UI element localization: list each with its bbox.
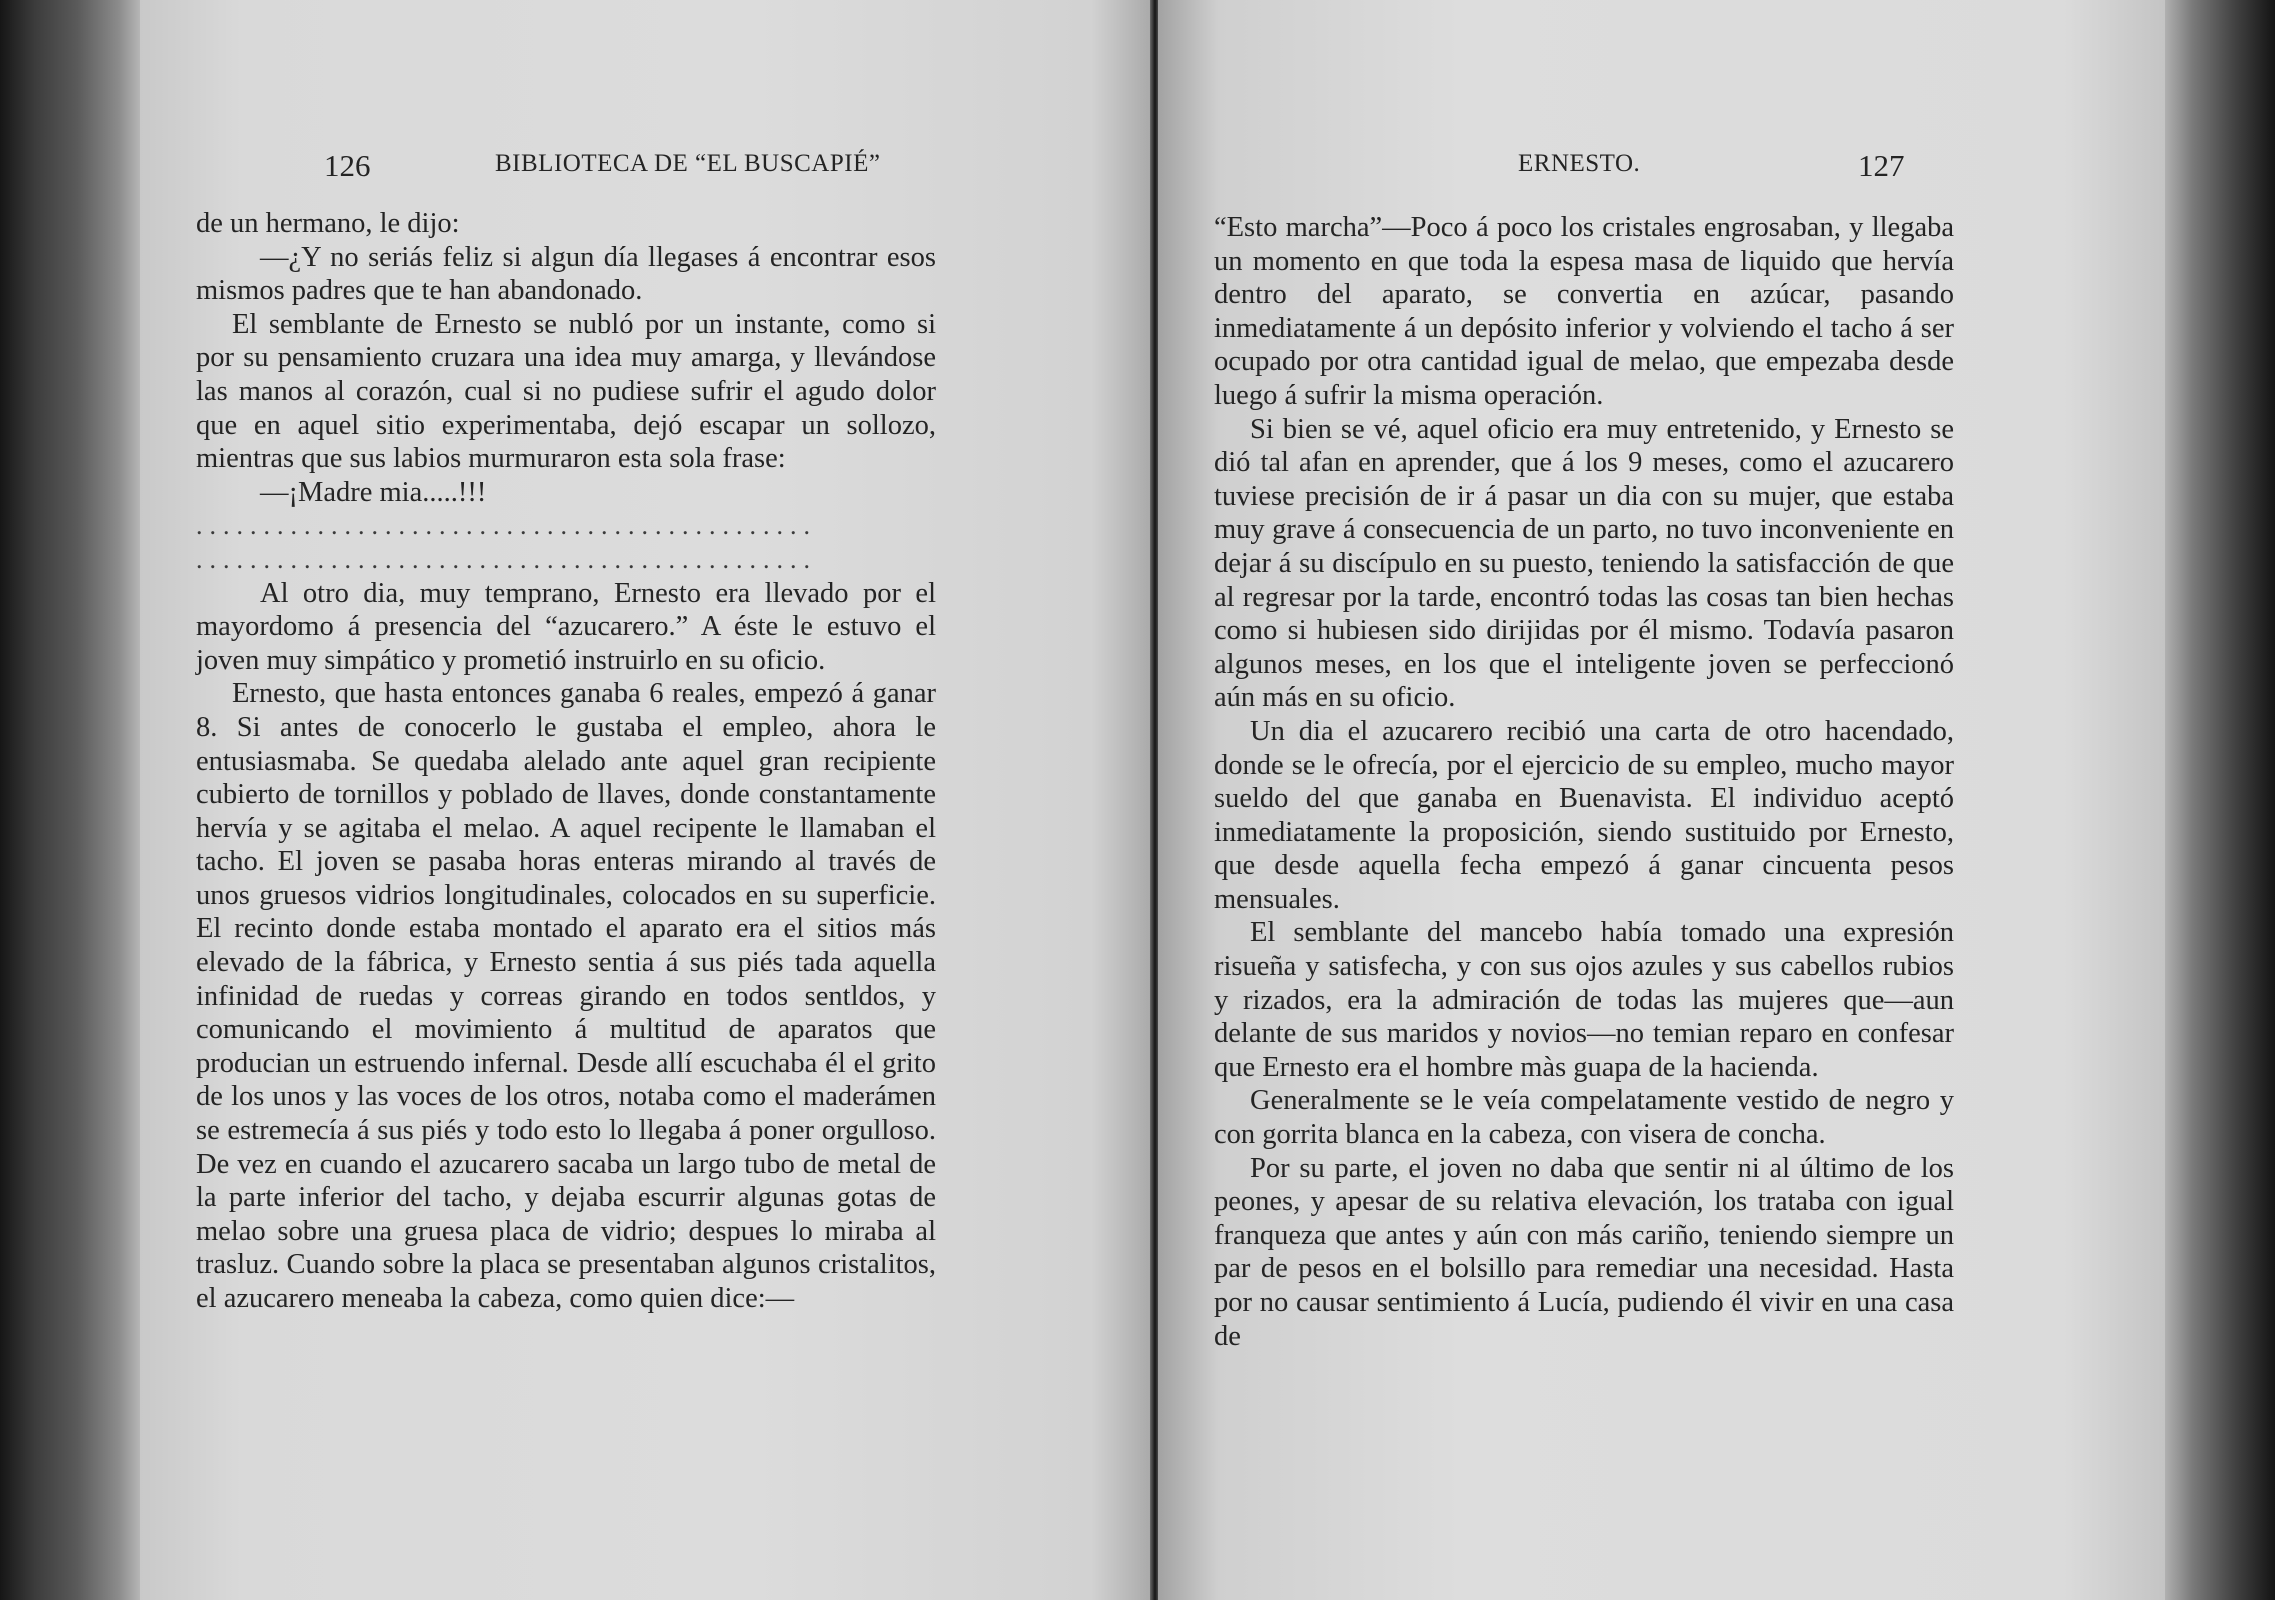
right-paragraph-2: Si bien se vé, aquel oficio era muy entretenido, y Ernesto se dió tal afan en aprender, que á los 9 meses, como el azucarero tuviese precisión de ir á pasar un dia con su mujer, que estaba muy grave á consecuencia de un parto, no tuvo inconveniente en dejar á su discípulo en su puesto, teniendo la satisfacción de que al regresar por la tarde, encontró todas las cosas tan bien hechas como si hubiesen sido dirijidas por él mismo. Todavía pasaron algunos meses, en los que el inteligente joven se perfeccionó aún más en su oficio. xyxy=(1214,413,1954,714)
left-paragraph-2: —¿Y no seriás feliz si algun día llegases á encontrar esos mismos padres que te han abandonado. xyxy=(196,241,936,307)
right-running-head: ERNESTO. xyxy=(1518,150,1641,177)
left-paragraph-1: de un hermano, le dijo: xyxy=(196,208,460,239)
left-running-head: BIBLIOTECA DE “EL BUSCAPIÉ” xyxy=(495,150,881,177)
left-page xyxy=(140,0,1152,1600)
dotted-separator-2: .............................................. xyxy=(196,544,817,574)
left-paragraph-3: El semblante de Ernesto se nubló por un instante, como si por su pensamiento cruzara una idea muy amarga, y llevándose las manos al corazón, cual si no pudiese sufrir el agudo dolor que en aquel sitio experimentaba, dejó escapar un sollozo, mientras que sus labios murmuraron esta sola frase: xyxy=(196,308,936,475)
right-page-body xyxy=(1214,211,1954,1353)
right-paragraph-1: “Esto marcha”—Poco á poco los cristales engrosaban, y llegaba un momento en que toda la espesa masa de liquido que hervía dentro del aparato, se convertia en azúcar, pasando inmediatamente á un depósito inferior y volviendo el tacho á ser ocupado por otra cantidad igual de melao, que empezaba desde luego á sufrir la misma operación. xyxy=(1214,212,1954,411)
right-paragraph-6: Por su parte, el joven no daba que sentir ni al último de los peones, y apesar de su relativa elevación, los trataba con igual franqueza que antes y aún con más cariño, teniendo siempre un par de pesos en el bolsillo para remediar una necesidad. Hasta por no causar sentimiento á Lucía, pudiendo él vivir en una casa de xyxy=(1214,1152,1954,1352)
right-paragraph-4: El semblante del mancebo había tomado una expresión risueña y satisfecha, y con sus ojos azules y sus cabellos rubios y rizados, era la admiración de todas las mujeres que—aun delante de sus maridos y novios—no temian reparo en confesar que Ernesto era el hombre màs guapa de la hacienda. xyxy=(1214,917,1954,1083)
right-page xyxy=(1158,0,2165,1600)
right-paragraph-5: Generalmente se le veía compelatamente vestido de negro y con gorrita blanca en la cabeza, con visera de concha. xyxy=(1214,1085,1954,1151)
book-binding-left xyxy=(0,0,140,1600)
right-paragraph-3: Un dia el azucarero recibió una carta de otro hacendado, donde se le ofrecía, por el ejercicio de su empleo, mucho mayor sueldo del que ganaba en Buenavista. El individuo aceptó inmediatamente la proposición, siendo sustituido por Ernesto, que desde aquella fecha empezó á ganar cincuenta pesos mensuales. xyxy=(1214,715,1954,915)
left-paragraph-5: Al otro dia, muy temprano, Ernesto era llevado por el mayordomo á presencia del “azucarero.” A éste le estuvo el joven muy simpático y prometió instruirlo en su oficio. xyxy=(196,577,936,676)
right-page-number: 127 xyxy=(1858,148,1905,183)
left-page-body xyxy=(196,207,936,1316)
book-binding-right xyxy=(2165,0,2275,1600)
dotted-separator-1: .............................................. xyxy=(196,511,817,541)
left-paragraph-4: —¡Madre mia.....!!! xyxy=(260,476,487,508)
left-page-number: 126 xyxy=(324,148,371,183)
left-paragraph-6: Ernesto, que hasta entonces ganaba 6 reales, empezó á ganar 8. Si antes de conocerlo le gustaba el empleo, ahora le entusiasmaba. Se quedaba alelado ante aquel gran recipiente cubierto de tornillos y poblado de llaves, donde constantamente hervía y se agitaba el melao. A aquel recipente le llamaban el tacho. El joven se pasaba horas enteras mirando al través de unos gruesos vidrios longitudinales, colocados en su superficie. El recinto donde estaba montado el aparato era el sitios más elevado de la fábrica, y Ernesto sentia á sus piés tada aquella infinidad de ruedas y correas girando en todos sentldos, y comunicando el movimiento á multitud de aparatos que producian un estruendo infernal. Desde allí escuchaba él el grito de los unos y las voces de los otros, notaba como el maderámen se estremecía á sus piés y todo esto lo llegaba á poner orgulloso. De vez en cuando el azucarero sacaba un largo tubo de metal de la parte inferior del tacho, y dejaba escurrir algunas gotas de melao sobre una gruesa placa de vidrio; despues lo miraba al trasluz. Cuando sobre la placa se presentaban algunos cristalitos, el azucarero meneaba la cabeza, como quien dice:— xyxy=(196,678,936,1314)
